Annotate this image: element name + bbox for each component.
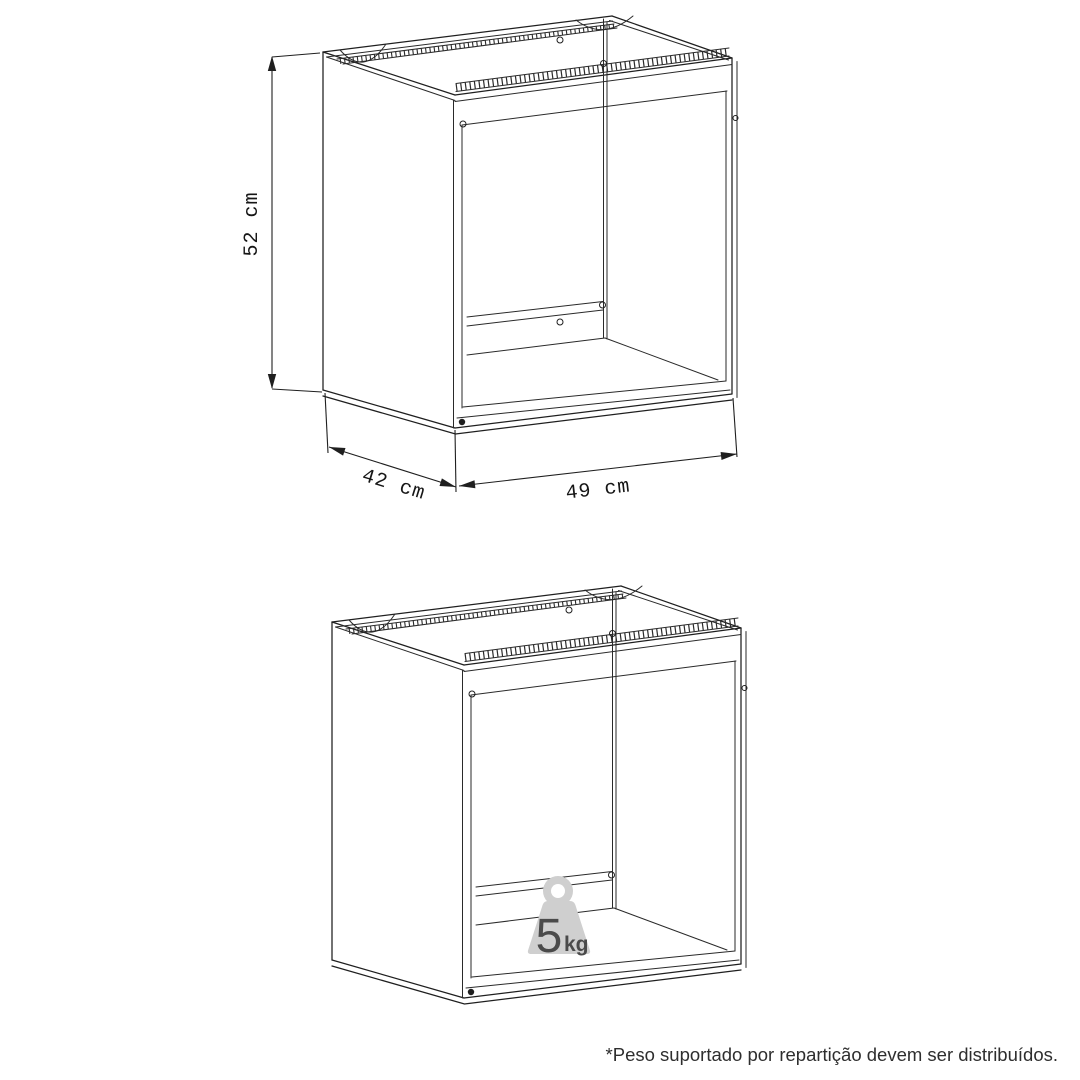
width-dimension: [459, 398, 737, 506]
depth-dimension-label: 42 cm: [359, 464, 429, 506]
dimension-arrow-right: [440, 478, 457, 487]
footnote: *Peso suportado por repartição devem ser distribuídos.: [605, 1044, 1058, 1065]
weight-ring-hole: [551, 884, 565, 898]
dimension-arrow-up: [268, 56, 276, 71]
height-dimension-label: 52 cm: [241, 191, 264, 257]
dimension-arrow-right: [721, 452, 737, 460]
height-dimension: [241, 53, 322, 392]
dimension-arrow-left: [329, 447, 346, 456]
width-dimension-label: 49 cm: [564, 475, 632, 506]
dimension-arrow-left: [459, 480, 475, 488]
dimension-annotations: [241, 53, 737, 506]
weight-value: 5: [535, 910, 563, 963]
dimension-arrow-down: [268, 374, 276, 389]
cabinet-drawing-dimensioned: [323, 16, 738, 434]
weight-unit: kg: [564, 933, 589, 956]
